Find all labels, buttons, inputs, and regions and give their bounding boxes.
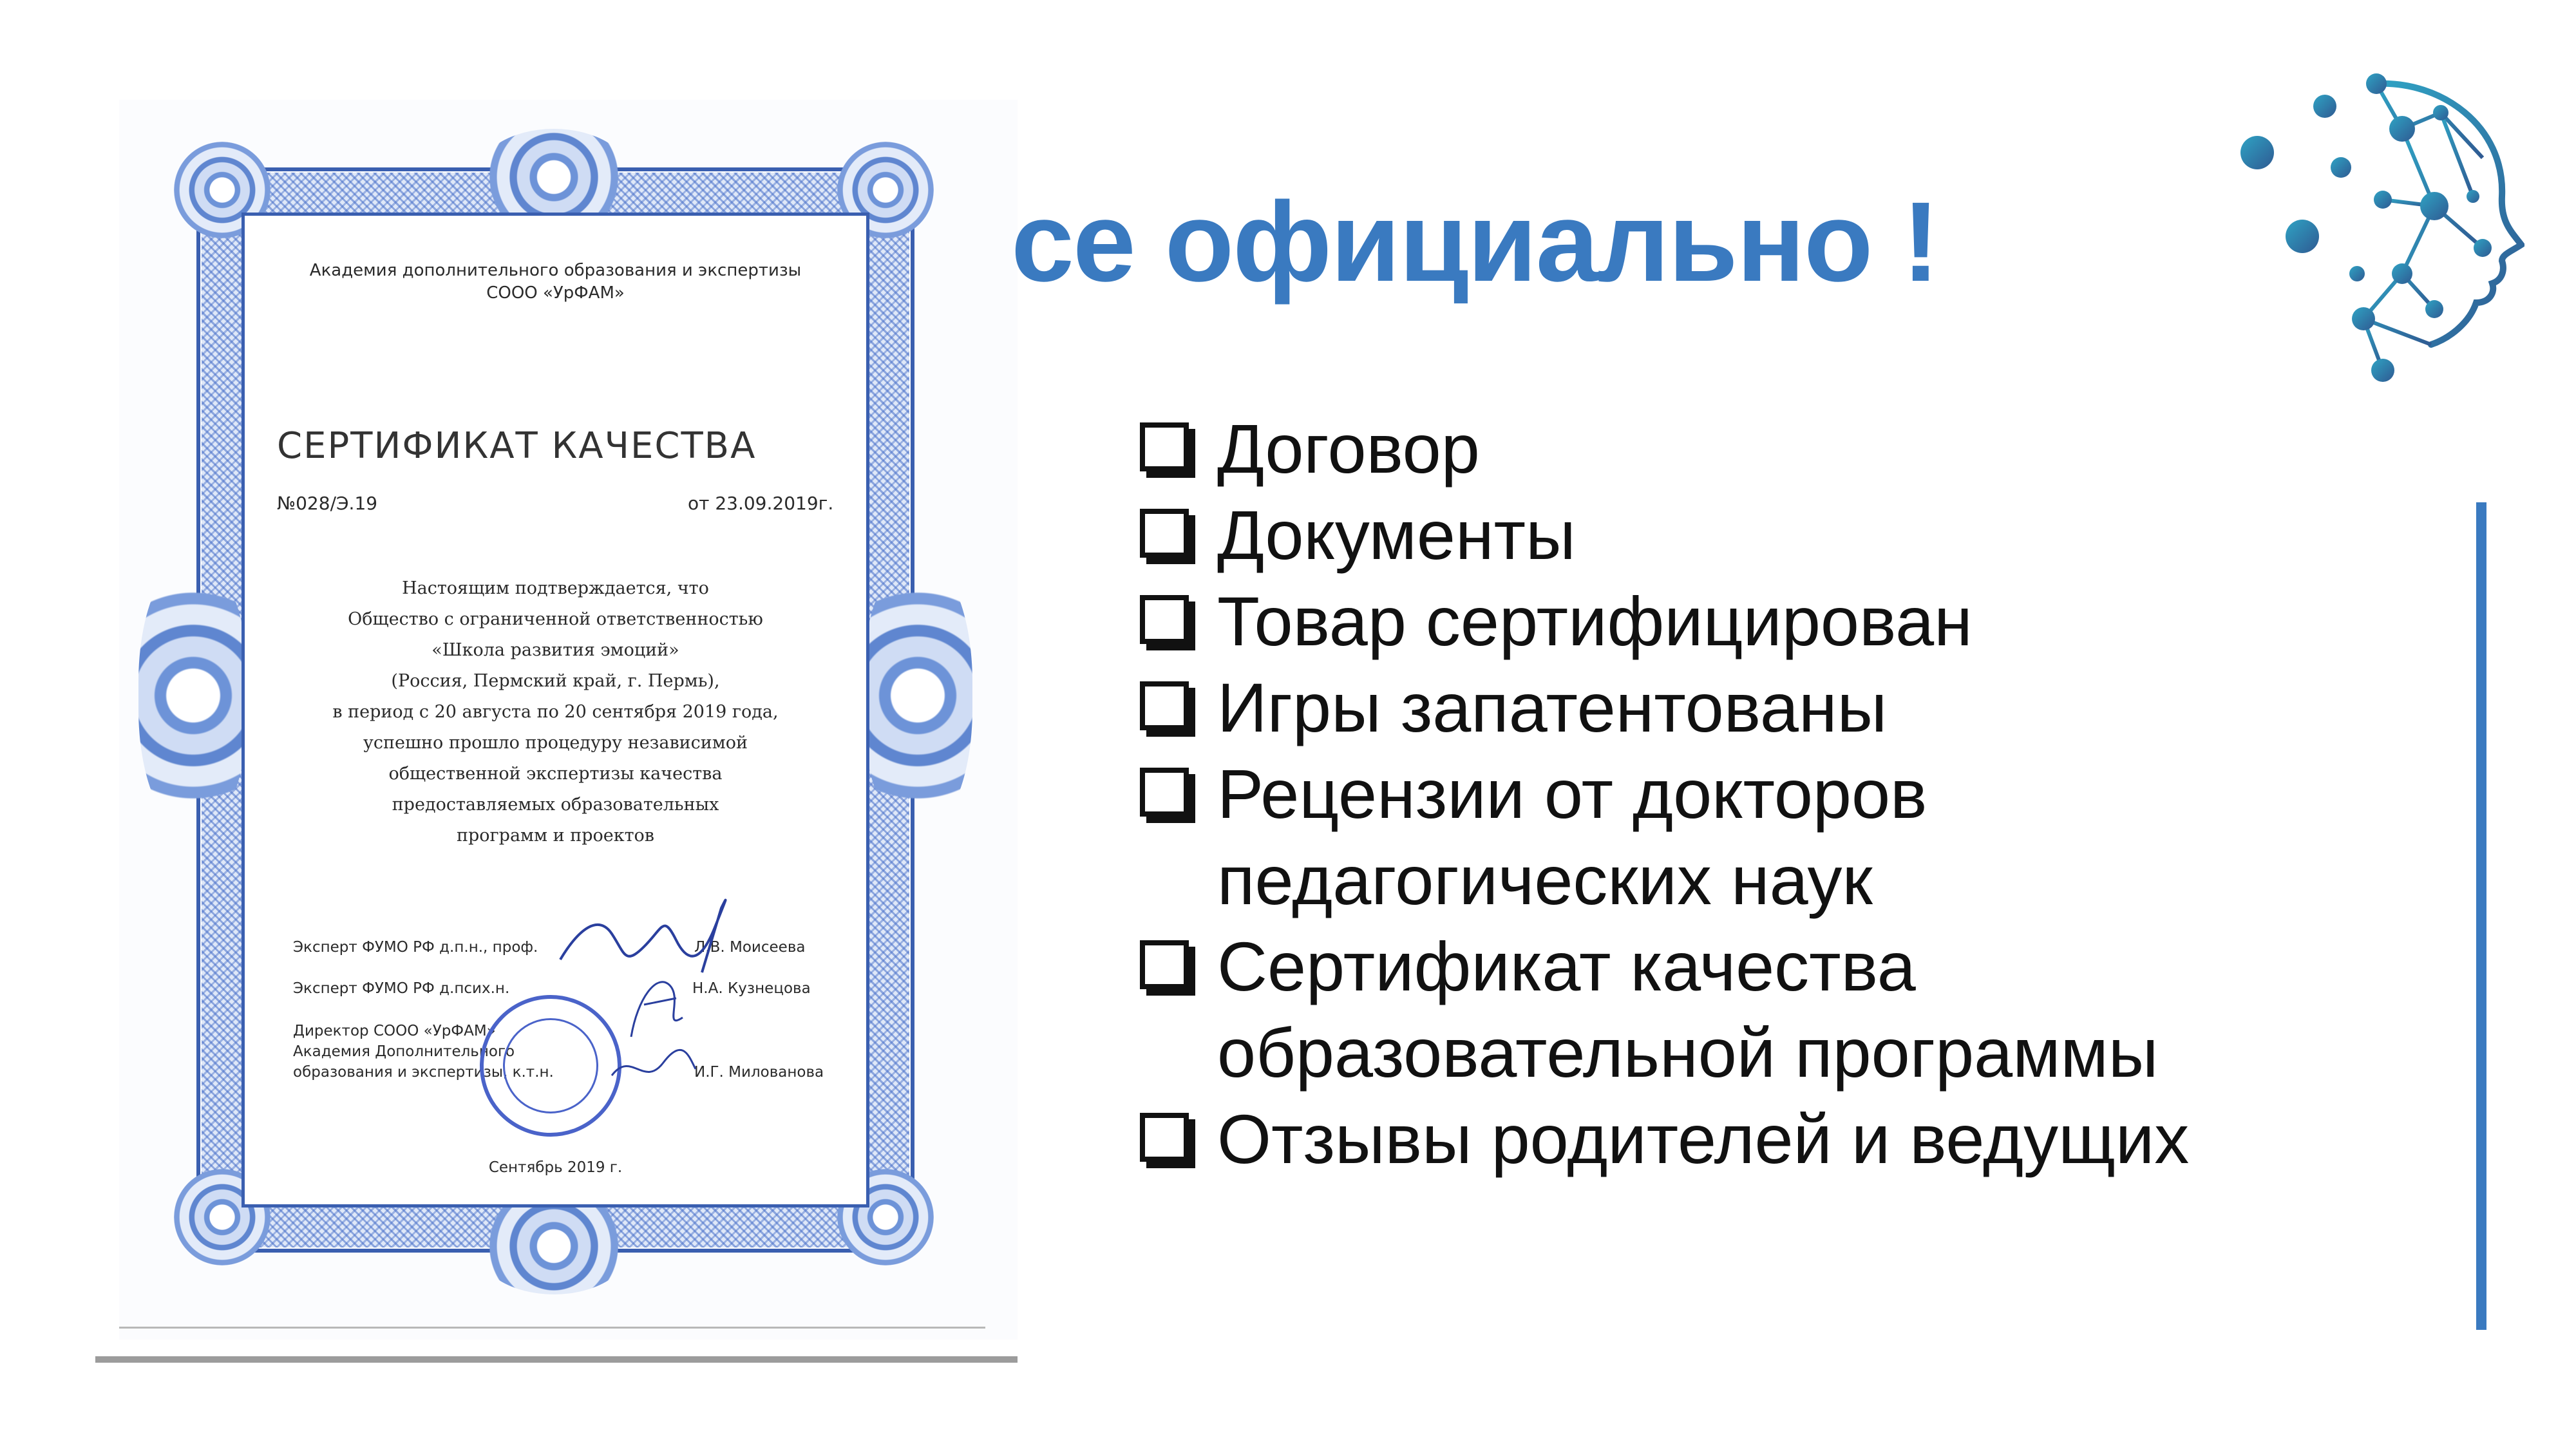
certificate-title: СЕРТИФИКАТ КАЧЕСТВА <box>277 425 757 467</box>
checkbox-icon <box>1140 768 1189 817</box>
signer-name: Л.В. Моисеева <box>694 939 806 956</box>
signer-role: образования и экспертизы, к.т.н. <box>293 1064 554 1081</box>
checklist-item-text: Сертификат качества образовательной программы <box>1217 927 2159 1092</box>
signature-kuznetsova <box>618 960 696 1050</box>
certificate-edge <box>119 1327 985 1329</box>
checklist <box>1140 406 2363 1182</box>
checklist-item <box>1140 1096 2363 1182</box>
checklist-item-text: Рецензии от докторов педагогических наук <box>1217 755 1927 919</box>
checkbox-icon <box>1140 681 1189 730</box>
certificate-date: от 23.09.2019г. <box>688 493 834 514</box>
certificate-org-line: Академия дополнительного образования и экспертизы <box>309 261 802 280</box>
checklist-item-text: Игры запатентованы <box>1217 668 1888 746</box>
signer-name: Н.А. Кузнецова <box>692 980 811 997</box>
signer-role: Академия Дополнительного <box>293 1043 515 1060</box>
certificate-body-line: Настоящим подтверждается, что <box>402 578 709 598</box>
checklist-item <box>1140 923 2363 1096</box>
certificate-body-line: «Школа развития эмоций» <box>431 640 679 660</box>
checklist-item-text: Товар сертифицирован <box>1217 582 1973 660</box>
checkbox-icon <box>1140 595 1189 644</box>
checklist-item <box>1140 578 2363 665</box>
certificate-body-line: (Россия, Пермский край, г. Пермь), <box>391 671 720 691</box>
signer-role: Эксперт ФУМО РФ д.псих.н. <box>293 980 510 997</box>
checklist-item-text: Документы <box>1217 496 1576 574</box>
ornament-bottom <box>477 1198 631 1294</box>
certificate-body-line: в период с 20 августа по 20 сентября 2019 года, <box>332 702 779 722</box>
certificate-footer-date: Сентябрь 2019 г. <box>488 1159 623 1176</box>
ornament-left <box>138 560 248 831</box>
checklist-item <box>1140 492 2363 578</box>
checklist-item <box>1140 406 2363 492</box>
slide-headline: се официально ! <box>1011 179 1938 305</box>
certificate-shadow <box>95 1356 1018 1363</box>
checklist-item-text: Договор <box>1217 410 1480 488</box>
stamp-inner-ring <box>503 1018 598 1113</box>
certificate-body-line: успешно прошло процедуру независимой <box>363 733 748 753</box>
checklist-item <box>1140 665 2363 751</box>
certificate-body-line: общественной экспертизы качества <box>388 764 723 784</box>
checkbox-icon <box>1140 422 1189 471</box>
checkbox-icon <box>1140 509 1189 558</box>
signer-role: Директор СООО «УрФАМ» <box>293 1023 496 1039</box>
network-head-logo-icon <box>2228 68 2524 390</box>
checkbox-icon <box>1140 940 1189 989</box>
checklist-item-text: Отзывы родителей и ведущих <box>1217 1100 2190 1178</box>
certificate-stamp <box>480 995 621 1137</box>
signature-milovanova <box>605 1037 702 1095</box>
signer-role: Эксперт ФУМО РФ д.п.н., проф. <box>293 939 538 956</box>
certificate-number: №028/Э.19 <box>277 493 378 514</box>
ornament-right <box>863 560 972 831</box>
certificate-org-line: СООО «УрФАМ» <box>486 283 625 303</box>
certificate-body-line: предоставляемых образовательных <box>392 795 719 815</box>
checklist-item <box>1140 751 2363 923</box>
checkbox-icon <box>1140 1113 1189 1162</box>
accent-vertical-line <box>2476 502 2486 1330</box>
signer-name: И.Г. Милованова <box>694 1064 824 1081</box>
ornament-top <box>477 129 631 225</box>
certificate-body-line: Общество с ограниченной ответственностью <box>348 609 763 629</box>
certificate-body-line: программ и проектов <box>456 826 654 846</box>
